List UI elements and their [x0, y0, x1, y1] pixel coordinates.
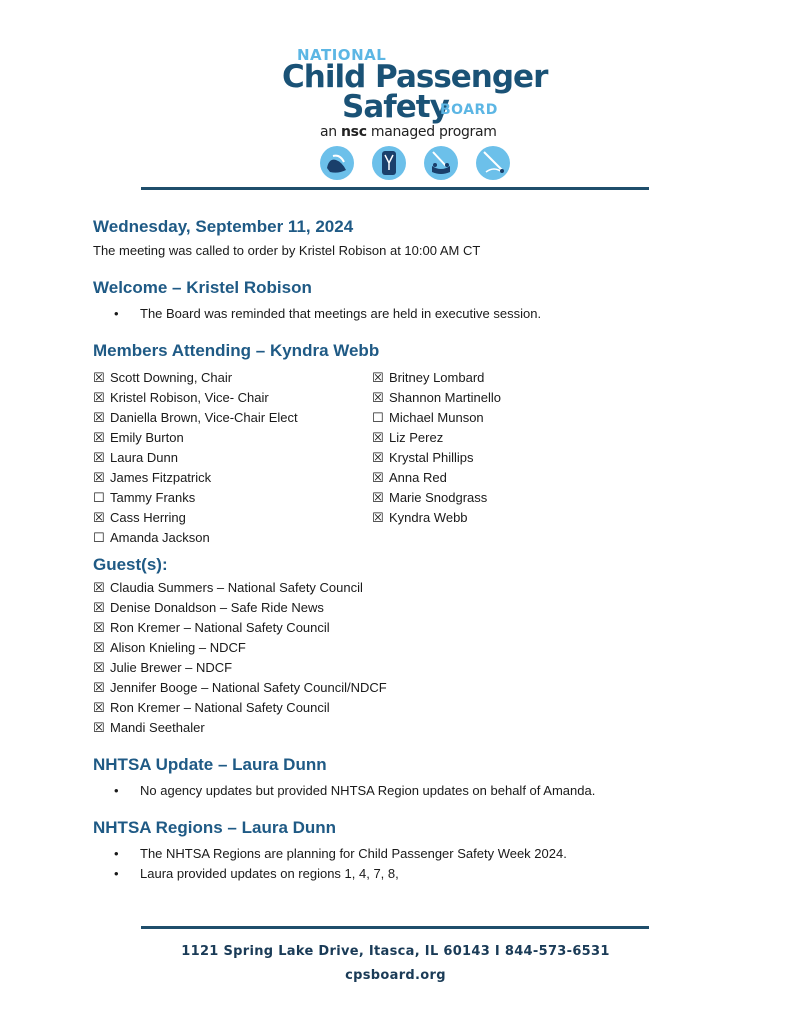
attendance-item — [372, 388, 651, 408]
meeting-minutes — [93, 216, 713, 884]
nhtsa-regions-bullet: • Laura provided updates on regions 1, 4, 7, 8, — [93, 864, 713, 884]
header-divider — [141, 187, 649, 190]
attendance-item — [372, 508, 651, 528]
logo-icon-row — [320, 146, 510, 180]
checked-box-icon[interactable]: ☒ — [93, 410, 105, 425]
attendee-name: Denise Donaldson – Safe Ride News — [110, 600, 324, 615]
harnessed-seat-icon — [372, 146, 406, 180]
attendee-name: Laura Dunn — [110, 450, 178, 465]
attendee-name: Britney Lombard — [389, 370, 485, 385]
members-heading: Members Attending – Kyndra Webb — [93, 341, 380, 360]
attendee-name: Kyndra Webb — [389, 510, 468, 525]
attendance-item — [93, 598, 713, 618]
attendee-name: Kristel Robison, Vice- Chair — [110, 390, 269, 405]
checked-box-icon[interactable]: ☒ — [372, 490, 384, 505]
footer-divider — [141, 926, 649, 929]
checked-box-icon[interactable]: ☒ — [372, 390, 384, 405]
attendance-item — [93, 678, 713, 698]
nhtsa-update-bullet: • No agency updates but provided NHTSA Region updates on behalf of Amanda. — [93, 781, 713, 801]
nhtsa-regions-heading: NHTSA Regions – Laura Dunn — [93, 818, 337, 837]
checked-box-icon[interactable]: ☒ — [372, 510, 384, 525]
attendee-name: Scott Downing, Chair — [110, 370, 233, 385]
checked-box-icon[interactable]: ☒ — [93, 470, 105, 485]
checked-box-icon[interactable]: ☒ — [93, 510, 105, 525]
logo-title-line1: Child Passenger — [282, 59, 548, 95]
attendance-item — [93, 698, 713, 718]
checked-box-icon[interactable]: ☒ — [93, 680, 105, 695]
unchecked-box-icon[interactable]: ☐ — [93, 530, 105, 545]
attendance-item — [93, 618, 713, 638]
attendance-item — [372, 468, 651, 488]
welcome-bullet: • The Board was reminded that meetings are held in executive session. — [93, 304, 713, 324]
nsc-brand: nsc — [341, 124, 367, 140]
attendance-item — [93, 428, 372, 448]
checked-box-icon[interactable]: ☒ — [93, 700, 105, 715]
attendance-item — [93, 638, 713, 658]
attendance-item — [93, 718, 713, 738]
footer-address: 1121 Spring Lake Drive, Itasca, IL 60143 I 844-573-6531 — [181, 944, 610, 959]
meeting-date-heading: Wednesday, September 11, 2024 — [93, 217, 354, 236]
logo-board-text: BOARD — [440, 102, 498, 118]
attendee-name: Ron Kremer – National Safety Council — [110, 700, 330, 715]
attendee-name: Ron Kremer – National Safety Council — [110, 620, 330, 635]
nhtsa-regions-bullet: • The NHTSA Regions are planning for Child Passenger Safety Week 2024. — [93, 844, 713, 864]
logo-national-text: NATIONAL — [297, 46, 387, 64]
attendance-item — [93, 368, 372, 388]
checked-box-icon[interactable]: ☒ — [93, 600, 105, 615]
attendance-item — [93, 448, 372, 468]
guests-list — [93, 578, 713, 738]
attendance-item — [93, 508, 372, 528]
attendee-name: Mandi Seethaler — [110, 720, 205, 735]
footer-website-link[interactable]: cpsboard.org — [345, 968, 446, 983]
attendee-name: Michael Munson — [389, 410, 484, 425]
attendance-item — [372, 368, 651, 388]
infant-seat-icon — [320, 146, 354, 180]
attendee-name: Marie Snodgrass — [389, 490, 488, 505]
checked-box-icon[interactable]: ☒ — [93, 450, 105, 465]
attendance-item — [93, 468, 372, 488]
call-to-order-text: The meeting was called to order by Kristel Robison at 10:00 AM CT — [93, 243, 481, 258]
checked-box-icon[interactable]: ☒ — [93, 430, 105, 445]
logo-tagline — [320, 124, 497, 140]
booster-seat-icon — [424, 146, 458, 180]
members-right-column — [372, 368, 651, 548]
attendance-item — [93, 528, 372, 548]
attendee-name: Tammy Franks — [110, 490, 196, 505]
checked-box-icon[interactable]: ☒ — [93, 620, 105, 635]
attendance-item — [372, 428, 651, 448]
checked-box-icon[interactable]: ☒ — [372, 470, 384, 485]
attendee-name: Cass Herring — [110, 510, 186, 525]
checked-box-icon[interactable]: ☒ — [93, 390, 105, 405]
attendance-item — [372, 488, 651, 508]
welcome-heading: Welcome – Kristel Robison — [93, 278, 312, 297]
attendance-item — [372, 448, 651, 468]
guests-heading: Guest(s): — [93, 555, 168, 574]
attendee-name: Shannon Martinello — [389, 390, 502, 405]
checked-box-icon[interactable]: ☒ — [93, 660, 105, 675]
members-list — [93, 368, 713, 548]
attendee-name: Anna Red — [389, 470, 447, 485]
welcome-bullets — [93, 304, 713, 324]
attendee-name: Jennifer Booge – National Safety Council/NDCF — [110, 680, 387, 695]
seat-belt-icon — [476, 146, 510, 180]
attendee-name: Daniella Brown, Vice-Chair Elect — [110, 410, 298, 425]
checked-box-icon[interactable]: ☒ — [93, 720, 105, 735]
unchecked-box-icon[interactable]: ☐ — [372, 410, 384, 425]
attendance-item — [372, 408, 651, 428]
checked-box-icon[interactable]: ☒ — [372, 430, 384, 445]
tagline-suffix: managed program — [366, 124, 497, 140]
checked-box-icon[interactable]: ☒ — [93, 370, 105, 385]
attendee-name: Liz Perez — [389, 430, 444, 445]
checked-box-icon[interactable]: ☒ — [93, 640, 105, 655]
checked-box-icon[interactable]: ☒ — [372, 370, 384, 385]
nhtsa-regions-bullets — [93, 844, 713, 884]
logo-title-line2: Safety — [342, 89, 449, 125]
attendee-name: James Fitzpatrick — [110, 470, 212, 485]
checked-box-icon[interactable]: ☒ — [372, 450, 384, 465]
attendance-item — [93, 408, 372, 428]
attendance-item — [93, 658, 713, 678]
nhtsa-update-bullets — [93, 781, 713, 801]
attendance-item — [93, 578, 713, 598]
members-left-column — [93, 368, 372, 548]
unchecked-box-icon[interactable]: ☐ — [93, 490, 105, 505]
attendee-name: Emily Burton — [110, 430, 184, 445]
attendance-item — [93, 488, 372, 508]
attendee-name: Krystal Phillips — [389, 450, 474, 465]
nhtsa-update-heading: NHTSA Update – Laura Dunn — [93, 755, 327, 774]
attendee-name: Julie Brewer – NDCF — [110, 660, 233, 675]
attendance-item — [93, 388, 372, 408]
attendee-name: Amanda Jackson — [110, 530, 210, 545]
tagline-prefix: an — [320, 124, 342, 140]
attendee-name: Claudia Summers – National Safety Council — [110, 580, 363, 595]
attendee-name: Alison Knieling – NDCF — [110, 640, 246, 655]
checked-box-icon[interactable]: ☒ — [93, 580, 105, 595]
